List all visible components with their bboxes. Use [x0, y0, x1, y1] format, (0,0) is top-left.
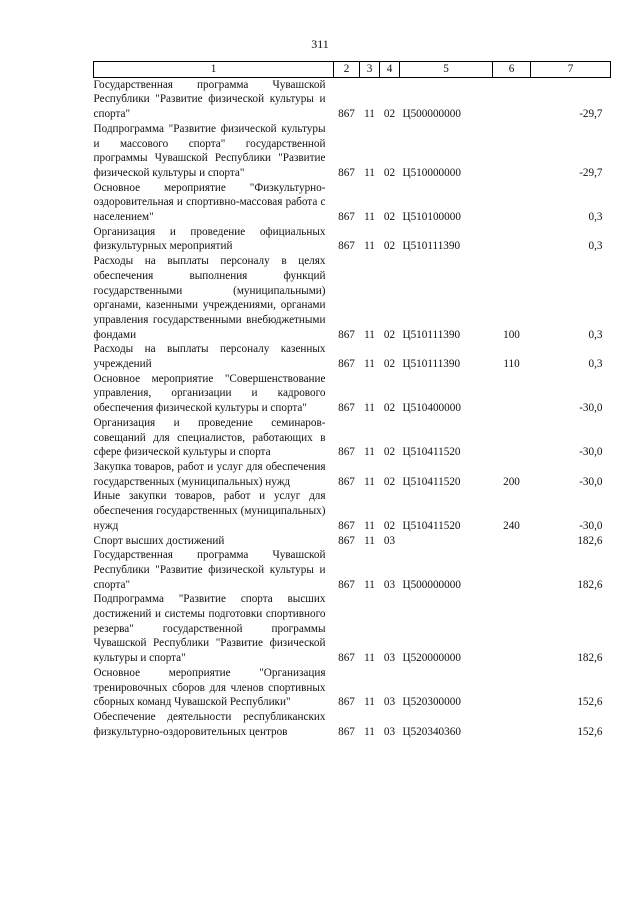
ministry-code: 867	[338, 328, 355, 341]
section-code: 11	[364, 166, 375, 179]
table-row	[94, 548, 611, 592]
section-code: 11	[364, 578, 375, 591]
ministry-code: 867	[338, 652, 355, 665]
ministry-code: 867	[338, 519, 355, 532]
column-header: 1	[94, 62, 334, 78]
expense-type-code	[493, 592, 531, 666]
section-code: 11	[364, 358, 375, 371]
target-article-code: Ц520340360	[402, 725, 461, 738]
row-name: Основное мероприятие "Совершенствование управления, организации и кадрового обеспечения физической культуры и спорта"	[93, 372, 326, 415]
section-code: 11	[364, 534, 375, 547]
target-article-code: Ц510111390	[402, 240, 461, 253]
amount-value: 182,6	[577, 534, 603, 547]
expense-type-code	[493, 666, 531, 710]
target-article-code: Ц500000000	[402, 578, 461, 591]
row-name: Основное мероприятие "Физкультурно-оздоровительная и спортивно-массовая работа с населением"	[93, 181, 326, 224]
table-row	[94, 710, 611, 739]
amount-value: -29,7	[579, 166, 603, 179]
amount-value: -30,0	[579, 519, 603, 532]
row-name: Государственная программа Чувашской Республики "Развитие физической культуры и спорта"	[93, 78, 326, 121]
target-article-code: Ц510400000	[402, 402, 461, 415]
row-name: Государственная программа Чувашской Республики "Развитие физической культуры и спорта"	[93, 549, 326, 591]
expense-type-code	[493, 416, 531, 460]
row-name: Обеспечение деятельности республиканских физкультурно-оздоровительных центров	[93, 710, 326, 738]
column-header: 7	[531, 62, 611, 78]
subsection-code: 02	[383, 240, 396, 253]
table-row	[94, 225, 611, 254]
row-name: Спорт высших достижений	[93, 534, 225, 547]
ministry-code: 867	[338, 534, 355, 547]
amount-value: -30,0	[579, 446, 603, 459]
section-code: 11	[364, 402, 375, 415]
ministry-code: 867	[338, 240, 355, 253]
row-name: Закупка товаров, работ и услуг для обеспечения государственных (муниципальных) нужд	[93, 460, 326, 488]
ministry-code: 867	[338, 578, 355, 591]
amount-value: 182,6	[577, 578, 603, 591]
subsection-code: 02	[383, 108, 396, 121]
ministry-code: 867	[338, 358, 355, 371]
target-article-code: Ц510411520	[402, 475, 461, 488]
amount-value: 0,3	[588, 328, 603, 341]
row-name: Организация и проведение официальных физкультурных мероприятий	[93, 225, 326, 253]
ministry-code: 867	[338, 166, 355, 179]
table-header-row	[94, 62, 611, 78]
section-code: 11	[364, 725, 375, 738]
table-row	[94, 181, 611, 225]
page-number: 311	[311, 37, 329, 51]
table-row	[94, 342, 611, 371]
expense-type-code	[493, 77, 531, 122]
ministry-code: 867	[338, 696, 355, 709]
table-row	[94, 534, 611, 549]
ministry-code: 867	[338, 446, 355, 459]
row-name: Расходы на выплаты персоналу в целях обеспечения выполнения функций государственными (муниципальными) органами, казенными учреждениями, органами управления государственными внебюджетными фондами	[93, 255, 326, 341]
target-article-code: Ц520000000	[402, 652, 461, 665]
subsection-code: 02	[383, 446, 396, 459]
subsection-code: 03	[383, 725, 396, 738]
amount-value: 152,6	[577, 725, 603, 738]
expense-type-code	[493, 548, 531, 592]
subsection-code: 03	[383, 652, 396, 665]
row-name: Организация и проведение семинаров-совещаний для специалистов, работающих в сфере физической культуры и спорта	[93, 416, 326, 459]
target-article-code: Ц510111390	[402, 328, 461, 341]
expense-type-code	[493, 181, 531, 225]
expense-type-code: 110	[503, 358, 520, 371]
expense-type-code: 200	[503, 475, 520, 488]
target-article-code: Ц510100000	[402, 211, 461, 224]
row-name: Расходы на выплаты персоналу казенных учреждений	[93, 343, 326, 371]
expense-type-code	[493, 372, 531, 416]
amount-value: -30,0	[579, 402, 603, 415]
row-name: Подпрограмма "Развитие физической культуры и массового спорта" государственной программы Чувашской Республики "Развитие физической культуры и спорта"	[93, 122, 326, 179]
column-header: 5	[400, 62, 493, 78]
amount-value: -29,7	[579, 108, 603, 121]
amount-value: 0,3	[588, 240, 603, 253]
amount-value: 0,3	[588, 358, 603, 371]
section-code: 11	[364, 211, 375, 224]
target-article-code: Ц510111390	[402, 358, 461, 371]
amount-value: 0,3	[588, 211, 603, 224]
target-article-code: Ц510000000	[402, 166, 461, 179]
target-article-code: Ц500000000	[402, 108, 461, 121]
target-article-code: Ц510411520	[402, 519, 461, 532]
amount-value: -30,0	[579, 475, 603, 488]
subsection-code: 02	[383, 328, 396, 341]
table-row	[94, 460, 611, 489]
subsection-code: 02	[383, 211, 396, 224]
table-row	[94, 489, 611, 533]
target-article-code: Ц510411520	[402, 446, 461, 459]
column-header: 6	[493, 62, 531, 78]
section-code: 11	[364, 475, 375, 488]
target-article-code	[400, 534, 493, 549]
section-code: 11	[364, 652, 375, 665]
section-code: 11	[364, 240, 375, 253]
section-code: 11	[364, 328, 375, 341]
subsection-code: 02	[383, 475, 396, 488]
ministry-code: 867	[338, 475, 355, 488]
section-code: 11	[364, 108, 375, 121]
expense-type-code	[493, 122, 531, 181]
ministry-code: 867	[338, 108, 355, 121]
subsection-code: 02	[383, 358, 396, 371]
column-header: 4	[380, 62, 400, 78]
amount-value: 152,6	[577, 696, 603, 709]
section-code: 11	[364, 519, 375, 532]
table-body	[94, 77, 611, 739]
subsection-code: 02	[383, 402, 396, 415]
amount-value: 182,6	[577, 652, 603, 665]
table-row	[94, 122, 611, 181]
row-name: Подпрограмма "Развитие спорта высших достижений и системы подготовки спортивного резерва" государственной программы Чувашской Республики "Развитие физической культуры и спорта"	[93, 593, 326, 665]
expense-type-code	[493, 710, 531, 739]
column-header: 3	[360, 62, 380, 78]
target-article-code: Ц520300000	[402, 696, 461, 709]
table-row	[94, 592, 611, 666]
row-name: Основное мероприятие "Организация тренировочных сборов для членов спортивных сборных команд Чувашской Республики"	[93, 666, 326, 709]
row-name: Иные закупки товаров, работ и услуг для обеспечения государственных (муниципальных) нужд	[93, 490, 326, 532]
section-code: 11	[364, 446, 375, 459]
expense-type-code: 100	[503, 328, 520, 341]
section-code: 11	[364, 696, 375, 709]
table-row	[94, 416, 611, 460]
subsection-code: 02	[383, 166, 396, 179]
ministry-code: 867	[338, 725, 355, 738]
subsection-code: 03	[383, 534, 396, 547]
table-row	[94, 372, 611, 416]
ministry-code: 867	[338, 402, 355, 415]
expense-type-code	[493, 534, 531, 549]
expense-type-code	[493, 225, 531, 254]
subsection-code: 03	[383, 696, 396, 709]
expense-type-code: 240	[503, 519, 520, 532]
subsection-code: 03	[383, 578, 396, 591]
table-row	[94, 77, 611, 122]
budget-table	[93, 61, 611, 739]
subsection-code: 02	[383, 519, 396, 532]
table-row	[94, 254, 611, 342]
table-row	[94, 666, 611, 710]
column-header: 2	[334, 62, 360, 78]
ministry-code: 867	[338, 211, 355, 224]
